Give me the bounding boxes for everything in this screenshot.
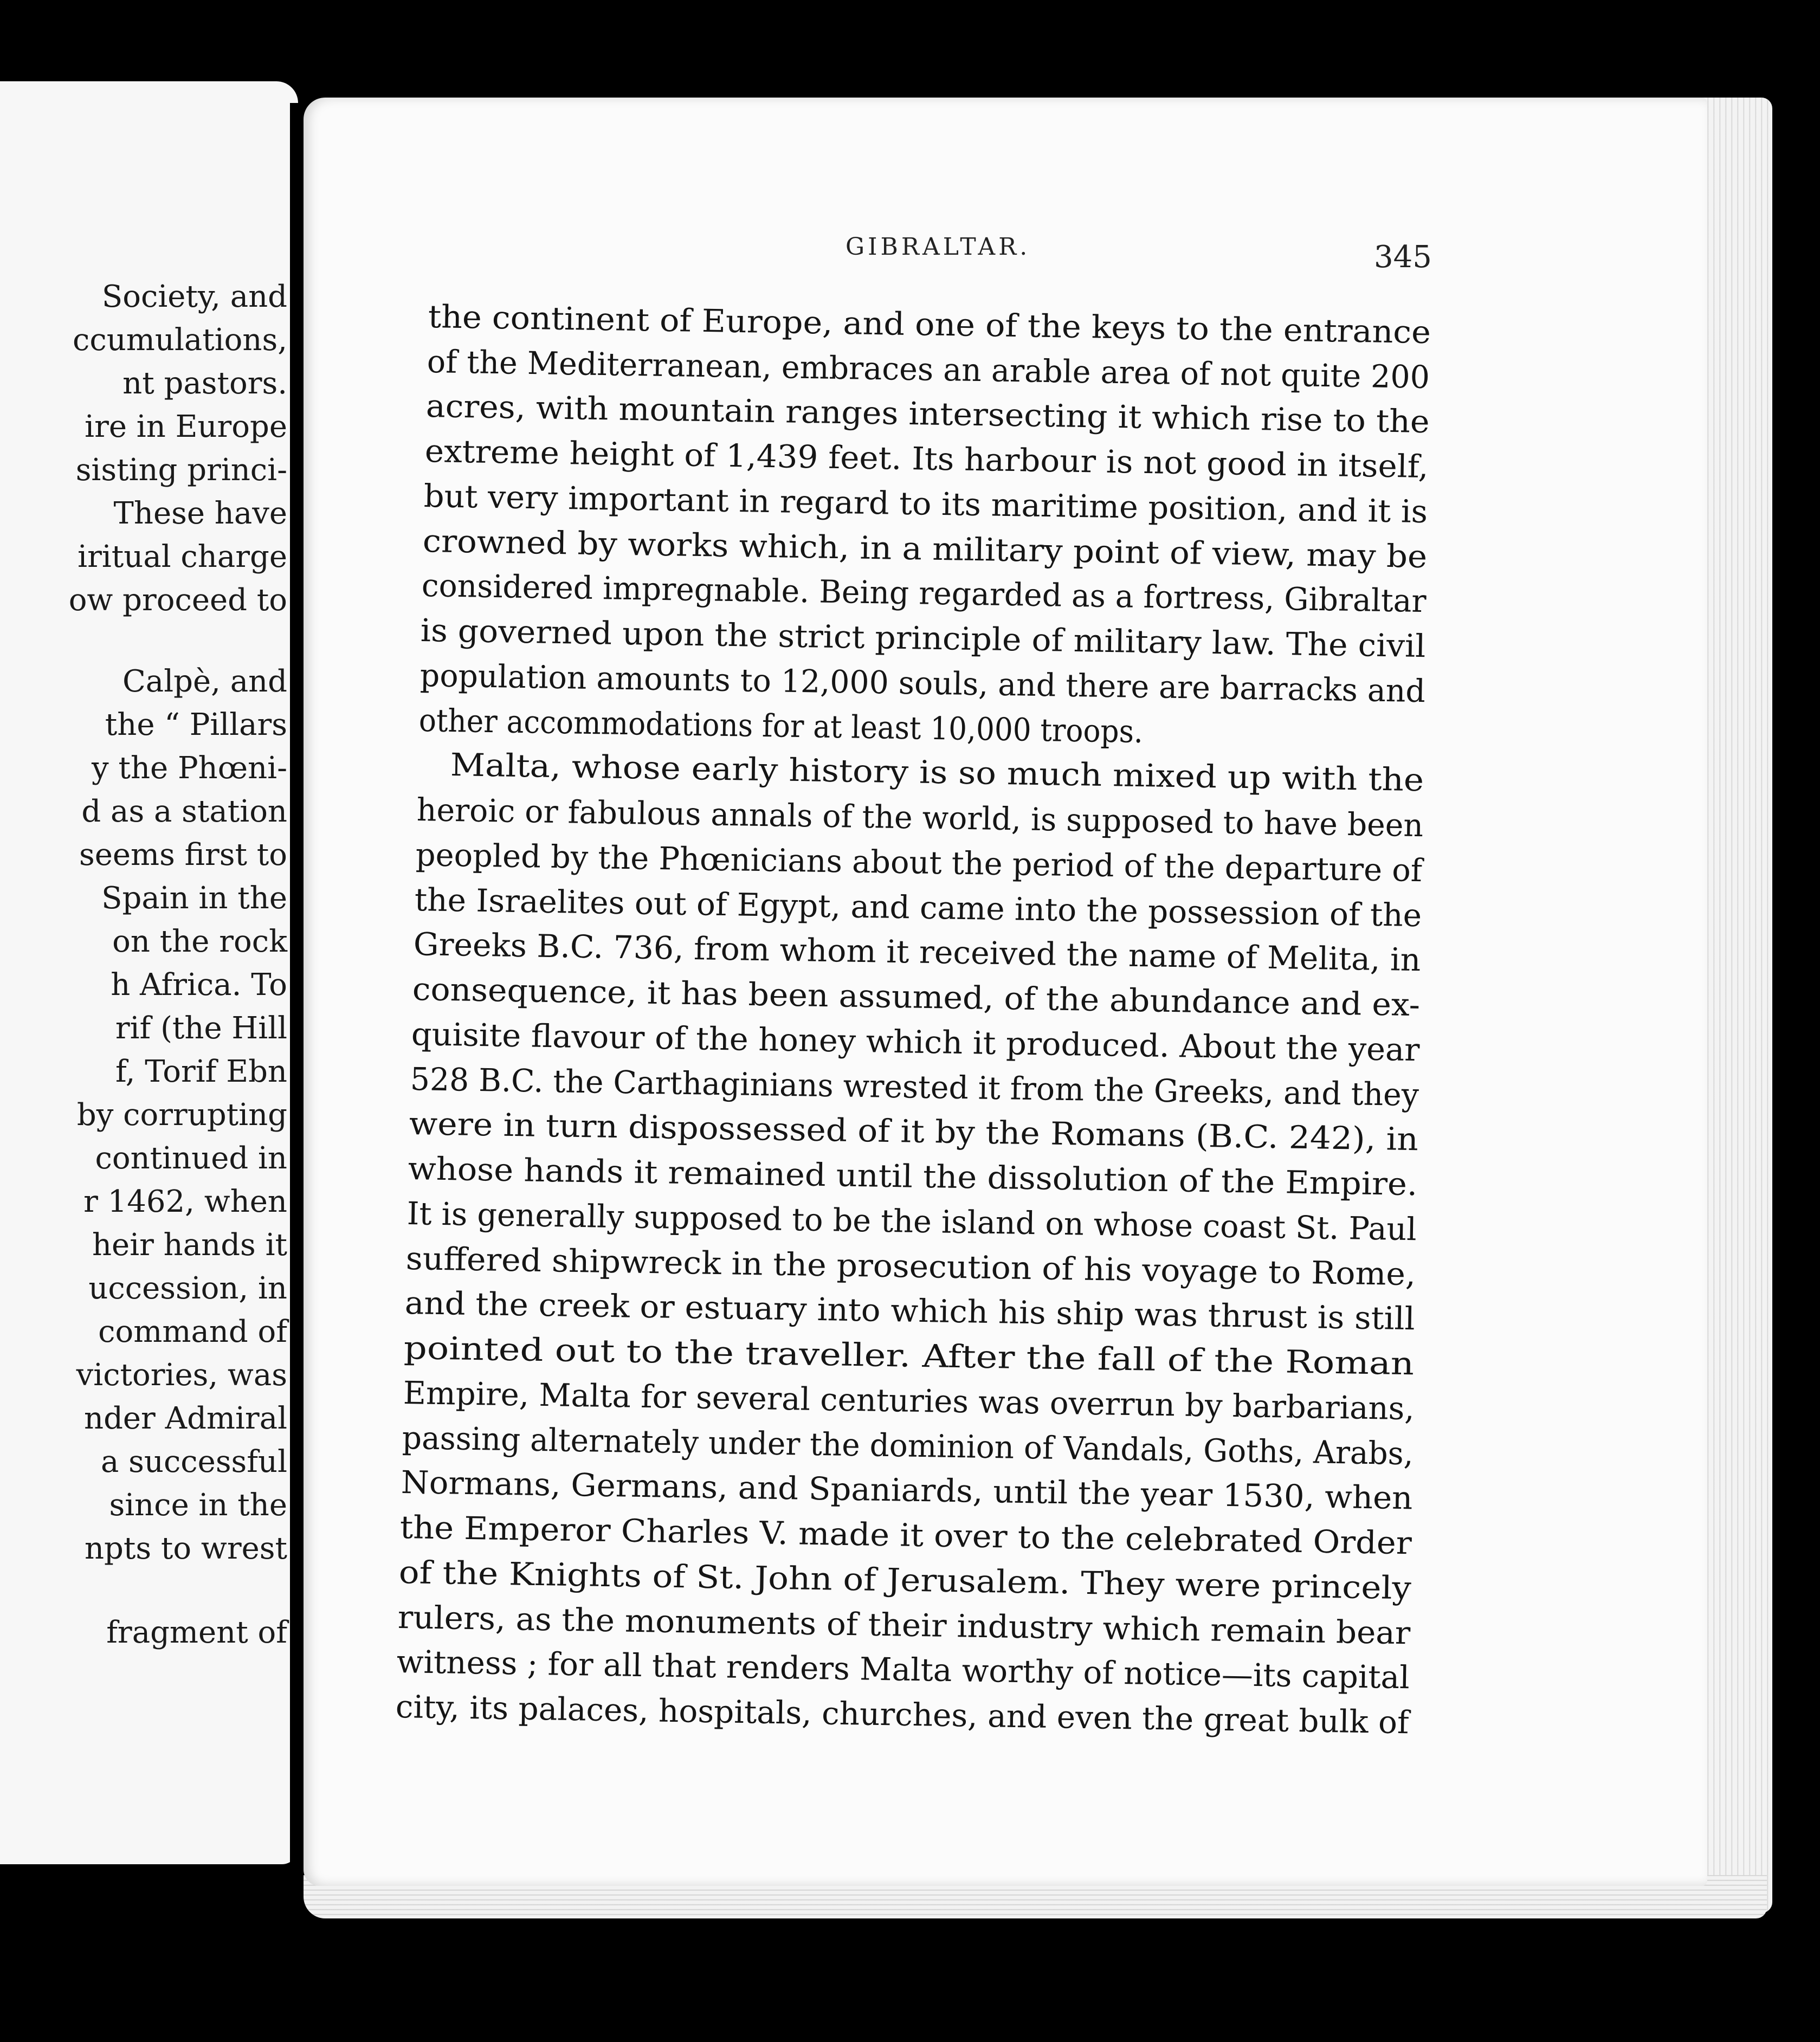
body-line: crowned by works which, in a military point of view, may be [422, 522, 1428, 575]
body-line: rulers, as the monuments of their industry which remain bear [397, 1598, 1411, 1651]
previous-page-line: command of [98, 1314, 287, 1349]
body-line: the Emperor Charles V. made it over to the celebrated Order [399, 1509, 1412, 1562]
previous-page-line: h Africa. To [111, 967, 287, 1003]
previous-page-line: r 1462, when [83, 1184, 287, 1219]
body-line: city, its palaces, hospitals, churches, and even the great bulk of [395, 1688, 1410, 1741]
body-line: is governed upon the strict principle of military law. The civil [420, 612, 1427, 665]
body-line: of the Knights of St. John of Jerusalem. They were princely [398, 1553, 1412, 1607]
body-line: pointed out to the traveller. After the fall of the Roman [403, 1329, 1415, 1382]
body-line: suffered shipwreck in the prosecution of his voyage to Rome, [405, 1239, 1416, 1293]
previous-page-line: iritual charge [78, 539, 287, 574]
body-line: but very important in regard to its maritime position, and it is [423, 477, 1428, 531]
previous-page-line: ire in Europe [85, 409, 287, 444]
body-line: the Israelites out of Egypt, and came into the possession of the [414, 881, 1422, 934]
running-head: GIBRALTAR. [846, 233, 1031, 261]
previous-page-line: Society, and [101, 279, 287, 314]
body-line: whose hands it remained until the dissolution of the Empire. [408, 1150, 1418, 1203]
previous-page [0, 81, 298, 1864]
previous-page-line: by corrupting [76, 1097, 287, 1133]
previous-page-line: victories, was [76, 1358, 287, 1393]
body-line: Greeks B.C. 736, from whom it received the name of Melita, in [413, 926, 1421, 979]
previous-page-line: d as a station [81, 794, 287, 829]
body-line: It is generally supposed to be the island on whose coast St. Paul [406, 1194, 1417, 1248]
body-line: acres, with mountain ranges intersecting it which rise to the [425, 387, 1430, 441]
page-number: 345 [1374, 240, 1432, 275]
previous-page-line: f, Torif Ebn [115, 1054, 287, 1089]
body-line: extreme height of 1,439 feet. Its harbour is not good in itself, [424, 432, 1429, 486]
body-line: of the Mediterranean, embraces an arable area of not quite 200 [427, 343, 1430, 396]
previous-page-line: ow proceed to [68, 583, 287, 618]
previous-page-line: heir hands it [92, 1227, 287, 1263]
previous-page-line: y the Phœni- [92, 751, 287, 786]
body-line: Malta, whose early history is so much mixed up with the [450, 746, 1424, 799]
body-line: 528 B.C. the Carthaginians wrested it from the Greeks, and they [410, 1060, 1419, 1113]
body-line: considered impregnable. Being regarded as a fortress, Gibraltar [421, 567, 1427, 620]
body-line: witness ; for all that renders Malta worthy of notice—its capital [396, 1643, 1410, 1696]
body-line: quisite flavour of the honey which it produced. About the year [411, 1015, 1420, 1069]
previous-page-line: fragment of [106, 1615, 287, 1650]
previous-page-line: Spain in the [101, 881, 287, 916]
body-line: and the creek or estuary into which his ship was thrust is still [404, 1284, 1416, 1337]
previous-page-line: nt pastors. [122, 366, 287, 401]
previous-page-line: uccession, in [88, 1271, 287, 1306]
previous-page-line: since in the [109, 1488, 287, 1523]
previous-page-line: These have [113, 496, 287, 531]
body-line: passing alternately under the dominion of Vandals, Goths, Arabs, [402, 1419, 1414, 1472]
previous-page-line: Calpè, and [122, 664, 287, 699]
previous-page-line: nder Admiral [84, 1401, 287, 1436]
body-line: the continent of Europe, and one of the keys to the entrance [428, 298, 1431, 351]
previous-page-line: ccumulations, [73, 322, 287, 358]
body-line: population amounts to 12,000 souls, and there are barracks and [419, 656, 1425, 710]
previous-page-line: npts to wrest [84, 1531, 287, 1566]
body-line: Empire, Malta for several centuries was overrun by barbarians, [403, 1374, 1415, 1427]
body-line: were in turn dispossessed of it by the Romans (B.C. 242), in [409, 1105, 1419, 1158]
body-line: heroic or fabulous annals of the world, is supposed to have been [416, 791, 1424, 844]
previous-page-line: a successful [100, 1444, 287, 1479]
previous-page-line: continued in [95, 1141, 287, 1176]
previous-page-line: rif (the Hill [115, 1011, 287, 1046]
previous-page-line: seems first to [79, 837, 287, 873]
body-line: consequence, it has been assumed, of the abundance and ex- [412, 971, 1421, 1024]
previous-page-line: the “ Pillars [105, 707, 287, 742]
body-line: other accommodations for at least 10,000 troops. [418, 701, 1144, 750]
previous-page-line: on the rock [112, 924, 287, 959]
body-line: peopled by the Phœnicians about the period of the departure of [415, 836, 1423, 889]
previous-page-line: sisting princi- [75, 453, 287, 488]
body-line: Normans, Germans, and Spaniards, until the year 1530, when [401, 1464, 1413, 1517]
